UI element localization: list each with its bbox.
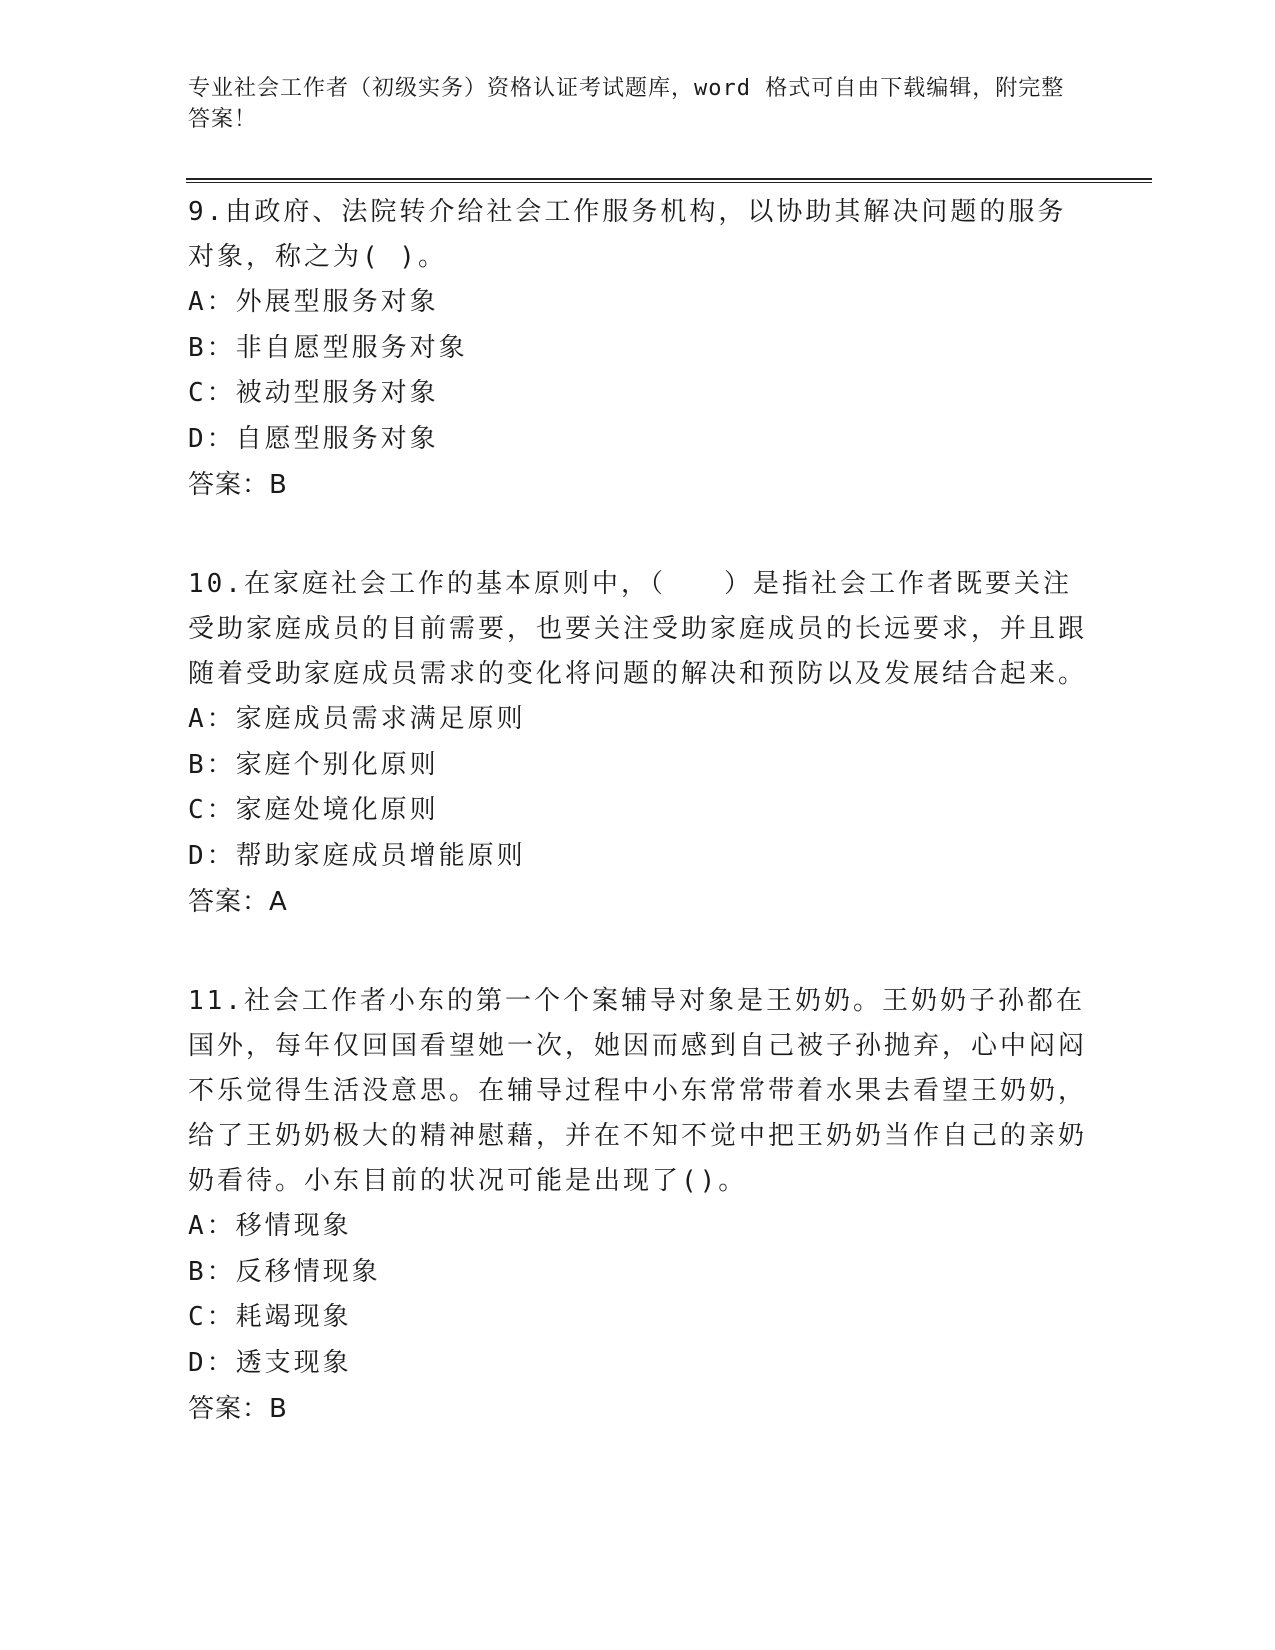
option-c: C：耗竭现象 [188, 1302, 352, 1332]
option-d: D：透支现象 [188, 1347, 352, 1378]
answer: 答案：B [188, 470, 288, 500]
question-9 [188, 190, 1088, 508]
header-divider [186, 178, 1152, 183]
question-stem [188, 562, 1088, 697]
question-number: 10. [188, 569, 244, 599]
question-stem [188, 190, 1088, 280]
question-text: 由政府、法院转介给社会工作服务机构，以协助其解决问题的服务对象，称之为( )。 [188, 197, 1067, 272]
question-10 [188, 562, 1088, 925]
option-b: B：反移情现象 [188, 1256, 381, 1287]
option-c: C：被动型服务对象 [188, 378, 439, 408]
option-d: D：自愿型服务对象 [188, 423, 439, 454]
answer: 答案：A [188, 887, 288, 917]
question-number: 9. [188, 197, 226, 227]
option-c: C：家庭处境化原则 [188, 795, 439, 825]
page-header: 专业社会工作者（初级实务）资格认证考试题库，word 格式可自由下载编辑，附完整答案！ [188, 76, 1065, 132]
answer: 答案：B [188, 1394, 288, 1424]
option-b: B：家庭个别化原则 [188, 749, 439, 780]
question-text: 在家庭社会工作的基本原则中，（ ）是指社会工作者既要关注受助家庭成员的目前需要，也要关注受助家庭成员的长远要求，并且跟随着受助家庭成员需求的变化将问题的解决和预防以及发展结合起来。 [188, 569, 1088, 689]
option-a: A：外展型服务对象 [188, 287, 439, 317]
question-11 [188, 979, 1088, 1432]
question-list [188, 190, 1088, 1486]
question-text: 社会工作者小东的第一个个案辅导对象是王奶奶。王奶奶子孙都在国外，每年仅回国看望她一次，她因而感到自己被子孙抛弃，心中闷闷不乐觉得生活没意思。在辅导过程中小东常常带着水果去看望王奶奶，给了王奶奶极大的精神慰藉，并在不知不觉中把王奶奶当作自己的亲奶奶看待。小东目前的状况可能是出现了()。 [188, 986, 1088, 1196]
option-a: A：家庭成员需求满足原则 [188, 704, 526, 734]
option-d: D：帮助家庭成员增能原则 [188, 840, 526, 871]
option-b: B：非自愿型服务对象 [188, 332, 468, 363]
question-number: 11. [188, 986, 244, 1016]
option-a: A：移情现象 [188, 1211, 352, 1241]
question-stem [188, 979, 1088, 1204]
